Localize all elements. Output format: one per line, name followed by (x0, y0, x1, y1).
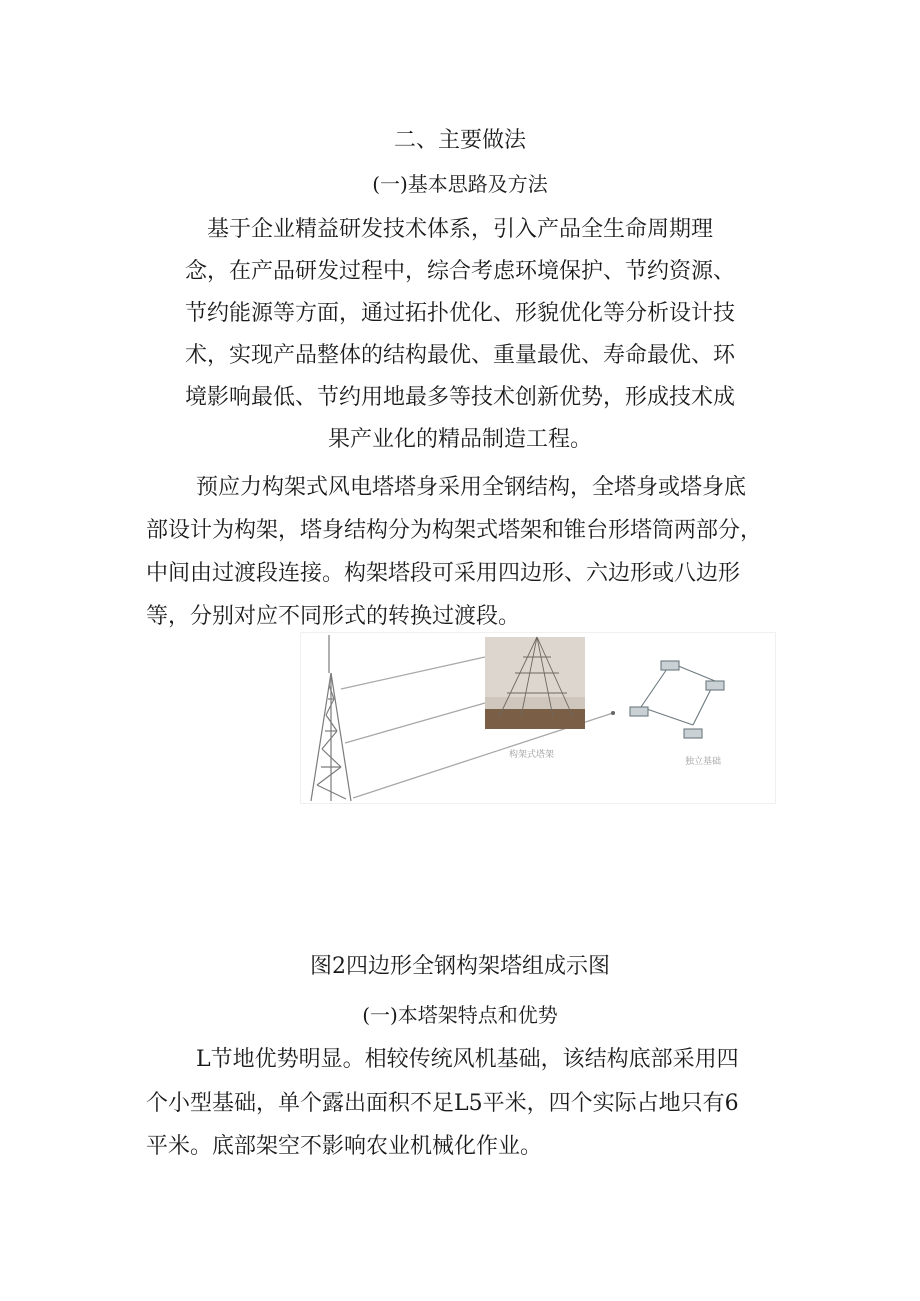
paragraph-line: 节约能源等方面，通过拓扑优化、形貌优化等分析设计技 (184, 301, 735, 326)
paragraph-line: 预应力构架式风电塔塔身采用全钢结构，全塔身或塔身底 (196, 475, 747, 500)
figure-illustration (301, 633, 775, 803)
figure-caption: 图2四边形全钢构架塔组成示图 (310, 954, 610, 979)
paragraph-line: 境影响最低、节约用地最多等技术创新优势，形成技术成 (184, 385, 735, 410)
photo-caption: 构架式塔架 (509, 750, 555, 760)
lattice-tower-drawing (311, 635, 351, 801)
paragraph-line: 术，实现产品整体的结构最优、重量最优、寿命最优、环 (184, 343, 735, 368)
paragraph-line: 平米。底部架空不影响农业机械化作业。 (146, 1134, 543, 1159)
foundation-caption: 独立基础 (685, 757, 722, 767)
independent-foundations (630, 661, 724, 738)
subheading-features: (一)本塔架特点和优势 (362, 1003, 558, 1027)
subheading-basic-approach: (一)基本思路及方法 (372, 172, 548, 196)
paragraph-line: L节地优势明显。相较传统风机基础，该结构底部采用四 (196, 1047, 739, 1072)
lattice-section-photo (485, 637, 585, 729)
paragraph-line: 果产业化的精品制造工程。 (327, 427, 592, 452)
tower-composition-figure (300, 632, 776, 804)
paragraph-line: 基于企业精益研发技术体系，引入产品全生命周期理 (206, 217, 713, 242)
paragraph-line: 等，分别对应不同形式的转换过渡段。 (146, 604, 521, 629)
paragraph-line: 部设计为构架，塔身结构分为构架式塔架和锥台形塔筒两部分， (146, 518, 763, 543)
section-heading: 二、主要做法 (393, 128, 526, 153)
paragraph-line: 念，在产品研发过程中，综合考虑环境保护、节约资源、 (184, 259, 735, 284)
paragraph-line: 个小型基础，单个露出面积不足L5平米，四个实际占地只有6 (146, 1091, 739, 1116)
paragraph-line: 中间由过渡段连接。构架塔段可采用四边形、六边形或八边形 (146, 561, 741, 586)
